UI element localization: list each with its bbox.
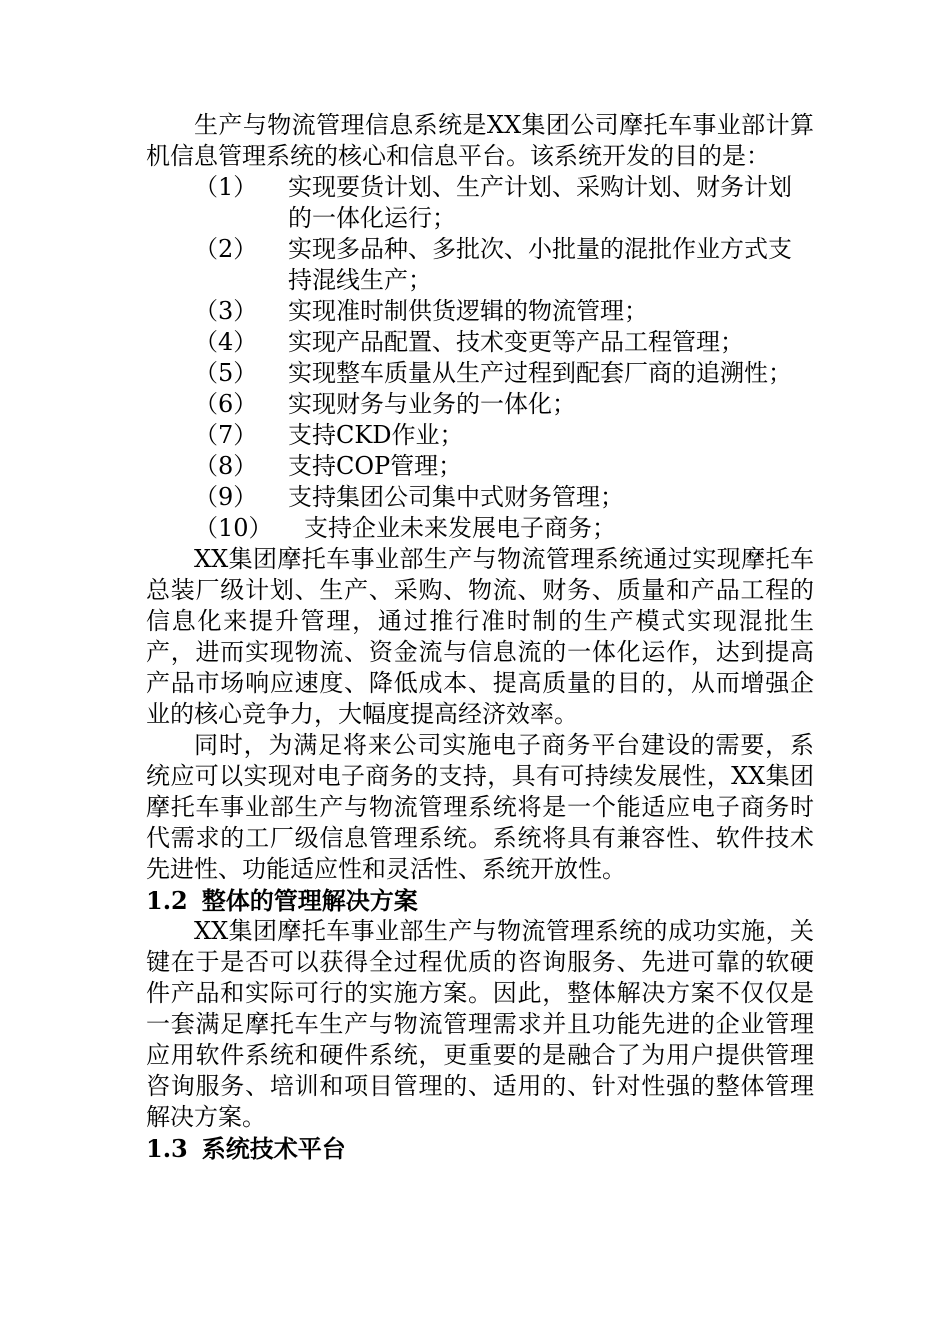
goal-number: （4） [194, 328, 258, 356]
intro-paragraph: 生产与物流管理信息系统是XX集团公司摩托车事业部计算机信息管理系统的核心和信息平台。该系统开发的目的是： [146, 111, 814, 170]
goal-number: （1） [194, 173, 258, 201]
goal-number: （9） [194, 483, 258, 511]
section-number: 1.3 [146, 1134, 188, 1163]
goal-text: 支持COP管理； [288, 452, 463, 480]
goal-number: （10） [194, 514, 273, 542]
summary-paragraph: XX集团摩托车事业部生产与物流管理系统通过实现摩托车总装厂级计划、生产、采购、物流、财务、质量和产品工程的信息化来提升管理，通过推行准时制的生产模式实现混批生产，进而实现物流、资金流与信息流的一体化运作，达到提高产品市场响应速度、降低成本、提高质量的目的，从而增强企业的核心竞争力，大幅度提高经济效率。 [146, 545, 814, 728]
section-title: 整体的管理解决方案 [201, 886, 418, 915]
goal-number: （8） [194, 452, 258, 480]
solution-paragraph: XX集团摩托车事业部生产与物流管理系统的成功实施，关键在于是否可以获得全过程优质的咨询服务、先进可靠的软硬件产品和实际可行的实施方案。因此，整体解决方案不仅仅是一套满足摩托车生产与物流管理需求并且功能先进的企业管理应用软件系统和硬件系统，更重要的是融合了为用户提供管理咨询服务、培训和项目管理的、适用的、针对性强的整体管理解决方案。 [146, 917, 814, 1131]
goal-number: （6） [194, 390, 258, 418]
goal-item-7 [194, 420, 814, 451]
goal-item-1 [194, 172, 814, 234]
goal-text: 支持CKD作业； [288, 421, 464, 449]
goal-item-8 [194, 451, 814, 482]
section-title: 系统技术平台 [201, 1134, 346, 1163]
goal-item-4 [194, 327, 814, 358]
goal-item-5 [194, 358, 814, 389]
ecommerce-paragraph: 同时，为满足将来公司实施电子商务平台建设的需要，系统应可以实现对电子商务的支持，具有可持续发展性，XX集团摩托车事业部生产与物流管理系统将是一个能适应电子商务时代需求的工厂级信息管理系统。系统将具有兼容性、软件技术先进性、功能适应性和灵活性、系统开放性。 [146, 731, 814, 883]
goal-number: （3） [194, 297, 258, 325]
goal-text: 支持集团公司集中式财务管理； [288, 483, 624, 511]
goal-text: 实现产品配置、技术变更等产品工程管理； [288, 328, 744, 356]
goal-text: 实现要货计划、生产计划、采购计划、财务计划的一体化运行； [288, 173, 792, 232]
section-heading-1-2 [146, 885, 814, 916]
goal-text: 支持企业未来发展电子商务； [304, 514, 616, 542]
goal-item-6 [194, 389, 814, 420]
goal-number: （2） [194, 235, 258, 263]
goal-text: 实现多品种、多批次、小批量的混批作业方式支持混线生产； [288, 235, 792, 294]
goal-text: 实现整车质量从生产过程到配套厂商的追溯性； [288, 359, 792, 387]
goal-item-3 [194, 296, 814, 327]
goal-item-9 [194, 482, 814, 513]
goals-list [146, 172, 814, 544]
section-heading-1-3 [146, 1133, 814, 1164]
goal-item-2 [194, 234, 814, 296]
document-body [146, 110, 814, 1164]
goal-number: （5） [194, 359, 258, 387]
goal-number: （7） [194, 421, 258, 449]
goal-text: 实现准时制供货逻辑的物流管理； [288, 297, 648, 325]
goal-text: 实现财务与业务的一体化； [288, 390, 576, 418]
goal-item-10 [194, 513, 814, 544]
section-number: 1.2 [146, 886, 188, 915]
